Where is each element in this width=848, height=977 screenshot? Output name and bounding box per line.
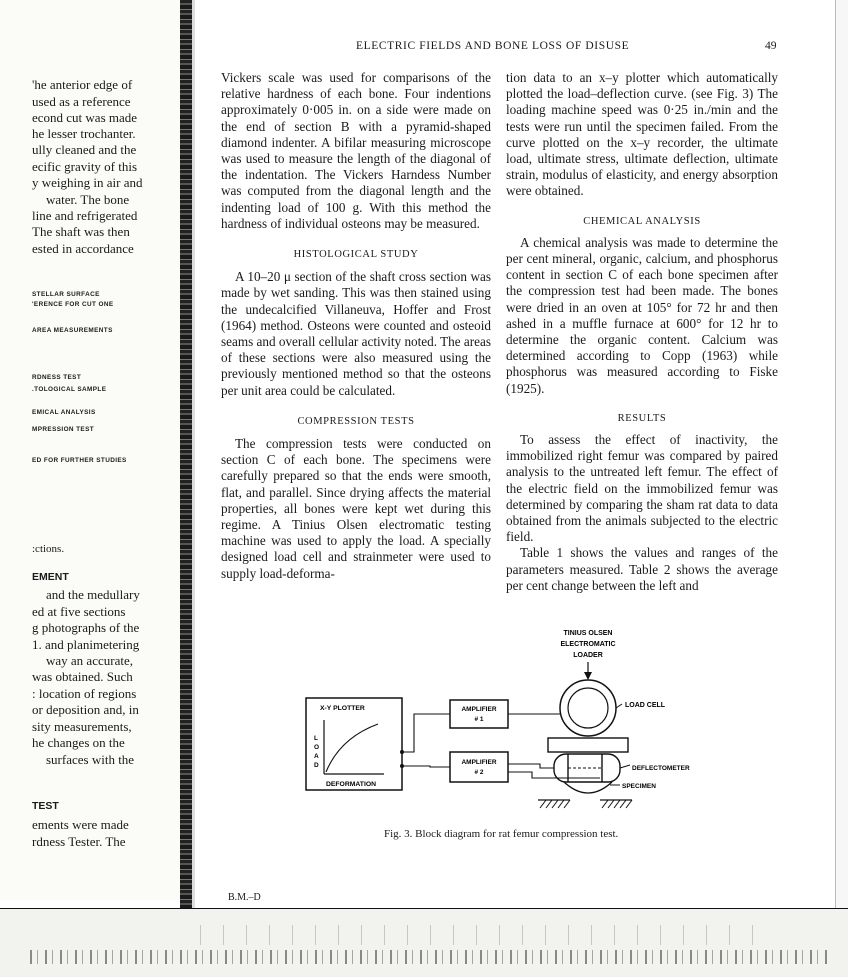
wire-junction bbox=[400, 750, 404, 754]
facing-text-line: and the medullary bbox=[46, 587, 140, 602]
facing-text-line: : location of regions bbox=[32, 686, 137, 701]
deformation-label: DEFORMATION bbox=[325, 781, 377, 788]
xy-plotter-label: X-Y PLOTTER bbox=[320, 705, 365, 712]
facing-text-line: ed at five sections bbox=[32, 604, 126, 619]
facing-text-line: he changes on the bbox=[32, 735, 125, 750]
paragraph-results: To assess the effect of inactivity, the immobilized right femur was compared by paired analysis to the untreated left femur. The effect of the electric field on the immobilized femur was determined by comparing the sham rat data to data obtained from the animals subjected to the electric field. bbox=[506, 432, 778, 545]
facing-text-line: ements were made bbox=[32, 817, 129, 832]
deflectometer-label: DEFLECTOMETER bbox=[632, 765, 690, 772]
text-column-left bbox=[221, 70, 491, 582]
gutter-edge bbox=[192, 0, 195, 915]
scan-noise-dots bbox=[200, 925, 760, 945]
amplifier-1-number: # 1 bbox=[474, 716, 484, 723]
heading-results: RESULTS bbox=[617, 412, 667, 424]
facing-text-line: 1. and planimetering bbox=[32, 637, 140, 652]
facing-figure-label: 'ERENCE FOR CUT ONE bbox=[32, 301, 114, 308]
amplifier-2-box bbox=[450, 752, 508, 782]
load-deflection-curve bbox=[326, 724, 378, 772]
facing-text-line: water. The bone bbox=[46, 192, 130, 207]
facing-text-line: econd cut was made bbox=[32, 110, 138, 125]
signature-mark: B.M.–D bbox=[228, 892, 261, 903]
facing-figure-label: RDNESS TEST bbox=[32, 374, 82, 381]
facing-figure-label: EMICAL ANALYSIS bbox=[32, 409, 96, 416]
amplifier-2-label: AMPLIFIER bbox=[461, 759, 497, 766]
load-axis-letter: O bbox=[314, 744, 320, 751]
paragraph-hardness: Vickers scale was used for comparisons of the relative hardness of each bone. Four indentions approximately 0·005 in. on a side were made on the end of section B with a pyramid-shaped diamond indenter. A bifilar measuring microscope was used to measure the length of the diagonal of the indentation. The Vickers Harndess Number was computed from the diagonal length and the indenting load of 100 g. With this method the hardness of individual osteons may be measured. bbox=[221, 70, 491, 231]
facing-figure-label: MPRESSION TEST bbox=[32, 426, 95, 433]
specimen-label: SPECIMEN bbox=[622, 783, 656, 790]
facing-text-line: :ctions. bbox=[32, 543, 65, 555]
facing-text-line: rdness Tester. The bbox=[32, 834, 126, 849]
facing-text-line: way an accurate, bbox=[46, 653, 133, 668]
scan-noise-strip bbox=[30, 950, 830, 964]
heading-histological-study: HISTOLOGICAL STUDY bbox=[293, 249, 419, 261]
amplifier-1-box bbox=[450, 700, 508, 728]
facing-figure-label: ED FOR FURTHER STUDIES bbox=[32, 457, 127, 464]
facing-figure-label: STELLAR SURFACE bbox=[32, 291, 100, 298]
loader-label-line: TINIUS OLSEN bbox=[563, 630, 613, 637]
book-spine-gutter bbox=[180, 0, 192, 915]
figure-caption: Fig. 3. Block diagram for rat femur compression test. bbox=[384, 828, 619, 840]
load-cell-leader bbox=[616, 704, 622, 708]
facing-figure-label: AREA MEASUREMENTS bbox=[32, 327, 113, 334]
load-arrow-head bbox=[584, 672, 592, 680]
amplifier-2-number: # 2 bbox=[474, 769, 484, 776]
amplifier-1-label: AMPLIFIER bbox=[461, 706, 497, 713]
facing-text-line: was obtained. Such bbox=[32, 669, 133, 684]
page-number: 49 bbox=[765, 40, 777, 52]
facing-heading: TEST bbox=[32, 800, 59, 812]
upper-platen bbox=[548, 738, 628, 752]
facing-text-line: line and refrigerated bbox=[32, 208, 138, 223]
heading-chemical-analysis: CHEMICAL ANALYSIS bbox=[583, 215, 701, 227]
scan-right-edge bbox=[835, 0, 848, 976]
facing-page-fragment bbox=[0, 0, 180, 900]
facing-text-line: he lesser trochanter. bbox=[32, 126, 136, 141]
facing-heading: EMENT bbox=[32, 571, 69, 583]
load-cell-inner bbox=[568, 688, 608, 728]
deflectometer-leader bbox=[620, 765, 630, 768]
facing-text-line: g photographs of the bbox=[32, 620, 140, 635]
load-axis-letter: D bbox=[314, 762, 319, 769]
load-cell-label: LOAD CELL bbox=[625, 702, 666, 709]
paragraph-histological: A 10–20 μ section of the shaft cross section was made by wet sanding. This was then stained using the undecalcified Villaneuva, Hoffer and Frost (1964) method. Osteons were counted and osteoid seams and overall cellular activity noted. The areas of these sections were also measured using the previously mentioned method so that the osteons per unit area could be calculated. bbox=[221, 269, 491, 398]
figure-block-diagram bbox=[300, 620, 760, 840]
facing-text-line: ecific gravity of this bbox=[32, 159, 138, 174]
facing-text-line: ested in accordance bbox=[32, 241, 134, 256]
facing-text-line: sity measurements, bbox=[32, 719, 132, 734]
heading-compression-tests: COMPRESSION TESTS bbox=[297, 415, 415, 427]
block-diagram-svg bbox=[300, 620, 760, 825]
facing-figure-label: .TOLOGICAL SAMPLE bbox=[32, 386, 107, 393]
facing-text-line: The shaft was then bbox=[32, 224, 130, 239]
wire-junction bbox=[400, 764, 404, 768]
load-axis-letter: A bbox=[314, 753, 319, 760]
running-head: ELECTRIC FIELDS AND BONE LOSS OF DISUSE bbox=[356, 40, 630, 52]
paragraph-compression: The compression tests were conducted on section C of each bone. The specimens were carefully prepared so that the ends were smooth, flat, and parallel. Since drying affects the material properties, all bones were kept wet during this regime. A Tinius Olsen electromatic testing machine was used to apply the load. A specially designed load cell and strainmeter were used to supply load-deforma- bbox=[221, 436, 491, 581]
paragraph-table-summary: Table 1 shows the values and ranges of the parameters measured. Table 2 shows the average per cent change between the left and bbox=[506, 545, 778, 593]
loader-label-line: LOADER bbox=[573, 652, 603, 659]
load-axis-letter: L bbox=[314, 735, 318, 742]
facing-text-line: ully cleaned and the bbox=[32, 142, 137, 157]
facing-text-line: used as a reference bbox=[32, 94, 131, 109]
facing-text-line: y weighing in air and bbox=[32, 175, 143, 190]
specimen-base bbox=[564, 782, 612, 793]
loader-label-line: ELECTROMATIC bbox=[560, 641, 616, 648]
facing-text-line: 'he anterior edge of bbox=[32, 77, 133, 92]
text-column-right bbox=[506, 70, 778, 594]
ground-hatching bbox=[540, 800, 632, 808]
paragraph-plotter: tion data to an x–y plotter which automatically plotted the load–deflection curve. (see Fig. 3) The loading machine speed was 0·25 in./min and the tests were run until the specimen failed. From the curve plotted on the x–y recorder, the ultimate load, ultimate stress, ultimate deflection, ultimate strain, modulus of elasticity, and energy absorption were obtained. bbox=[506, 70, 778, 199]
facing-text-line: surfaces with the bbox=[46, 752, 135, 767]
facing-text-line: or deposition and, in bbox=[32, 702, 139, 717]
paragraph-chemical: A chemical analysis was made to determine the per cent mineral, organic, calcium, and phosphorus content in section C of each bone specimen after the compression test had been made. The bones were dried in an oven at 105° for 72 hr and then ashed in a muffle furnace at 600° for 12 hr to determine the organic content. Calcium was determined according to Copp (1963) while phosphorus was measured according to Fiske (1925). bbox=[506, 234, 778, 396]
